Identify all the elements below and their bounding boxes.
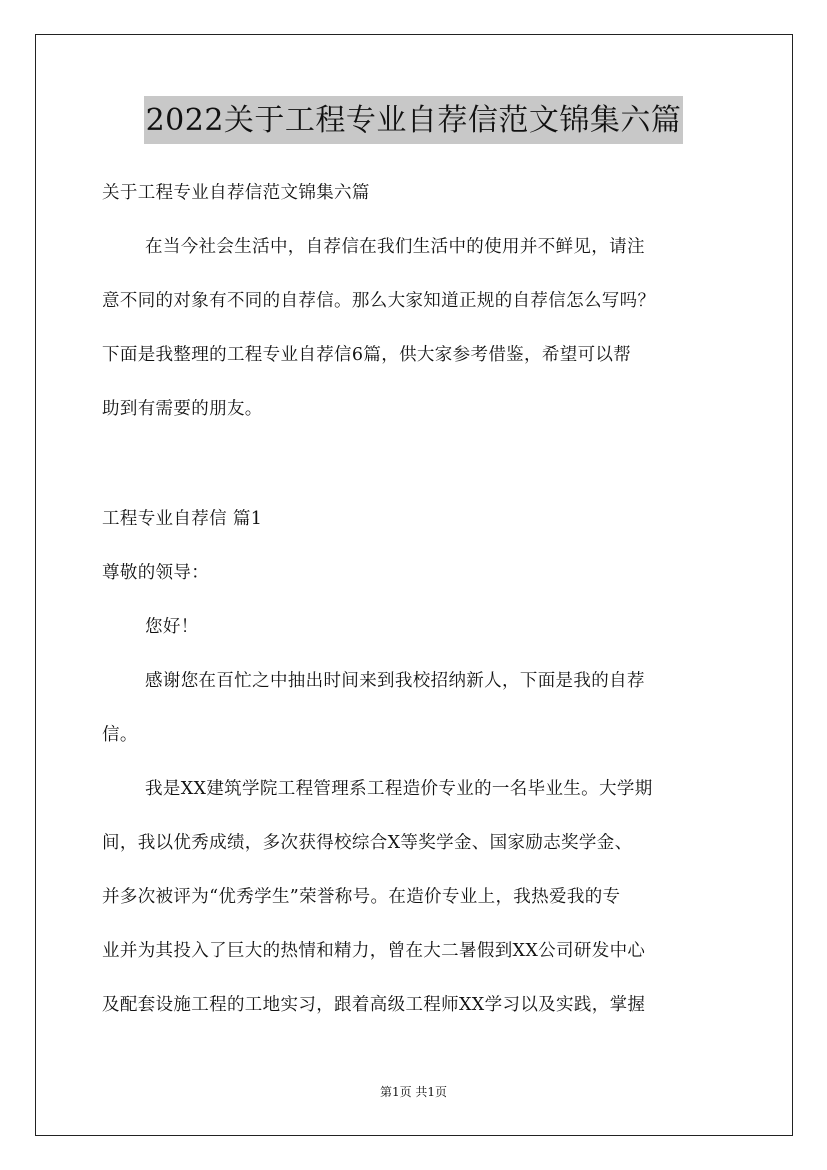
paragraph-line: 业并为其投入了巨大的热情和精力，曾在大二暑假到XX公司研发中心 <box>102 941 646 961</box>
paragraph-line: 间，我以优秀成绩，多次获得校综合X等奖学金、国家励志奖学金、 <box>102 833 633 853</box>
paragraph-line: 我是XX建筑学院工程管理系工程造价专业的一名毕业生。大学期 <box>145 779 653 799</box>
paragraph-line: 感谢您在百忙之中抽出时间来到我校招纳新人，下面是我的自荐 <box>145 671 645 691</box>
paragraph-line: 信。 <box>102 725 138 745</box>
greeting: 您好！ <box>145 617 199 637</box>
page-footer: 第1页 共1页 <box>379 1085 448 1099</box>
section-heading: 工程专业自荐信 篇1 <box>102 509 263 529</box>
title-container <box>0 96 827 144</box>
paragraph-line: 助到有需要的朋友。 <box>102 399 263 419</box>
document-title: 2022关于工程专业自荐信范文锦集六篇 <box>144 96 684 144</box>
subtitle-line: 关于工程专业自荐信范文锦集六篇 <box>102 183 370 203</box>
paragraph-line: 并多次被评为“优秀学生”荣誉称号。在造价专业上，我热爱我的专 <box>102 887 621 907</box>
paragraph-line: 及配套设施工程的工地实习，跟着高级工程师XX学习以及实践，掌握 <box>102 995 646 1015</box>
paragraph-line: 在当今社会生活中，自荐信在我们生活中的使用并不鲜见，请注 <box>145 237 645 257</box>
paragraph-line: 意不同的对象有不同的自荐信。那么大家知道正规的自荐信怎么写吗？ <box>102 291 656 311</box>
paragraph-line: 下面是我整理的工程专业自荐信6篇，供大家参考借鉴，希望可以帮 <box>102 345 632 365</box>
salutation: 尊敬的领导： <box>102 563 210 583</box>
